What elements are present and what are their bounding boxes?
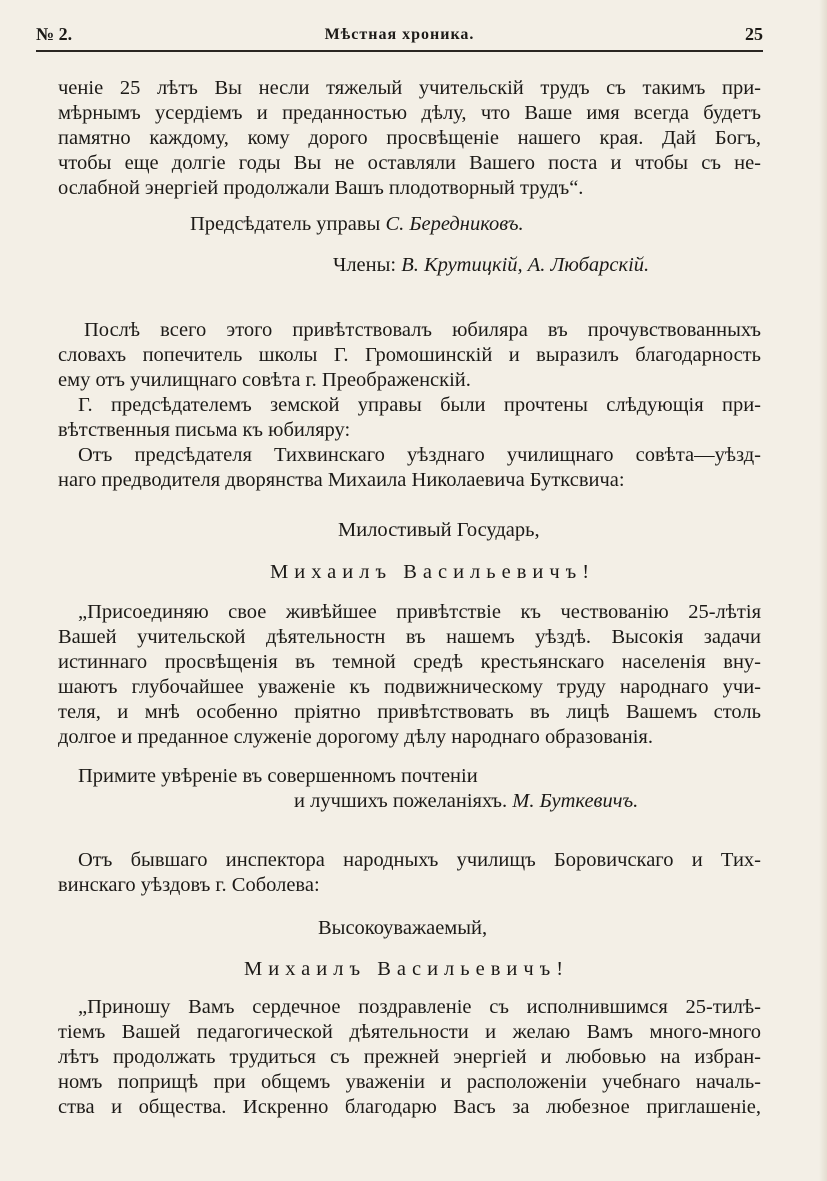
signature-name: С. Бередниковъ. [385,213,524,235]
text-line: ченіе 25 лѣтъ Вы несли тяжелый учительскій трудъ съ такимъ при- [58,77,761,99]
text-line: лѣтъ продолжать трудиться съ прежней энергіей и любовью на избран- [58,1046,761,1068]
text-line: теля, и мнѣ особенно пріятно привѣтствовать въ лицѣ Вашемъ столь [58,701,761,723]
page-number: 25 [745,24,763,44]
text-line: памятно каждому, кому дорого просвѣщеніе нашего края. Дай Богъ, [58,127,761,149]
members-label: Члены: [333,254,397,276]
header-rule [36,50,763,52]
text-line: вѣтственныя письма къ юбиляру: [58,419,351,441]
text-line: наго предводителя дворянства Михаила Николаевича Бутксвича: [58,469,625,491]
text-line: тіемъ Вашей педагогической дѣятельности и желаю Вамъ много-много [58,1021,761,1043]
text-line: ства и общества. Искренно благодарю Васъ за любезное приглашеніе, [58,1096,761,1118]
signature-role: Предсѣдатель управы [190,213,381,235]
letter1-salutation: Милостивый Государь, [338,519,540,541]
text-line: словахъ попечитель школы Г. Громошинскій и выразилъ благодарность [58,344,761,366]
text-line: шаютъ глубочайшее уваженіе къ подвижническому труду народнаго учи- [58,676,761,698]
members-names: В. Крутицкій, А. Любарскій. [401,254,650,276]
letter1-closing: Примите увѣреніе въ совершенномъ почтеніи [78,765,478,787]
text-line: номъ поприщѣ при общемъ уваженіи и расположеніи учебнаго началь- [58,1071,761,1093]
text-line: чтобы еще долгіе годы Вы не оставляли Вашего поста и чтобы съ не- [58,152,761,174]
running-header [36,22,763,50]
letter1-addressee: Михаилъ Васильевичъ! [270,561,596,583]
signature-chair [190,213,524,236]
closing-text: и лучшихъ пожеланіяхъ. [294,790,508,812]
text-line: винскаго уѣздовъ г. Соболева: [58,874,320,896]
text-line: Послѣ всего этого привѣтствовалъ юбиляра въ прочувствованныхъ [84,319,761,341]
letter1-signature: М. Буткевичъ. [512,790,639,812]
text-line: Отъ бывшаго инспектора народныхъ училищъ Боровичскаго и Тих- [78,849,761,871]
page-edge-shadow [819,0,827,1181]
text-line: истиннаго просвѣщенія въ темной средѣ крестьянскаго населенія вну- [58,651,761,673]
text-line: ему отъ училищнаго совѣта г. Преображенскій. [58,369,471,391]
text-line: долгое и преданное служеніе дорогому дѣлу народнаго образованія. [58,726,653,748]
letter1-closing-2 [294,790,638,813]
letter2-salutation: Высокоуважаемый, [318,917,488,939]
text-line: Г. предсѣдателемъ земской управы были прочтены слѣдующія при- [78,394,761,416]
text-line: Вашей учительской дѣятельностн въ нашемъ уѣздѣ. Высокія задачи [58,626,761,648]
issue-number: № 2. [36,24,73,44]
text-line: ослабной энергіей продолжали Вашъ плодотворный трудъ“. [58,177,584,199]
letter2-addressee: Михаилъ Васильевичъ! [244,958,570,980]
text-line: „Приношу Вамъ сердечное поздравленіе съ исполнившимся 25-тилѣ- [78,996,761,1018]
text-line: мѣрнымъ усердіемъ и преданностью дѣлу, что Ваше имя всегда будетъ [58,102,761,124]
text-line: „Присоединяю свое живѣйшее привѣтствіе къ чествованію 25-лѣтія [78,601,761,623]
section-title: Мѣстная хроника. [324,26,475,43]
text-line: Отъ предсѣдателя Тихвинскаго уѣзднаго училищнаго совѣта—уѣзд- [78,444,761,466]
signature-members [333,254,649,277]
